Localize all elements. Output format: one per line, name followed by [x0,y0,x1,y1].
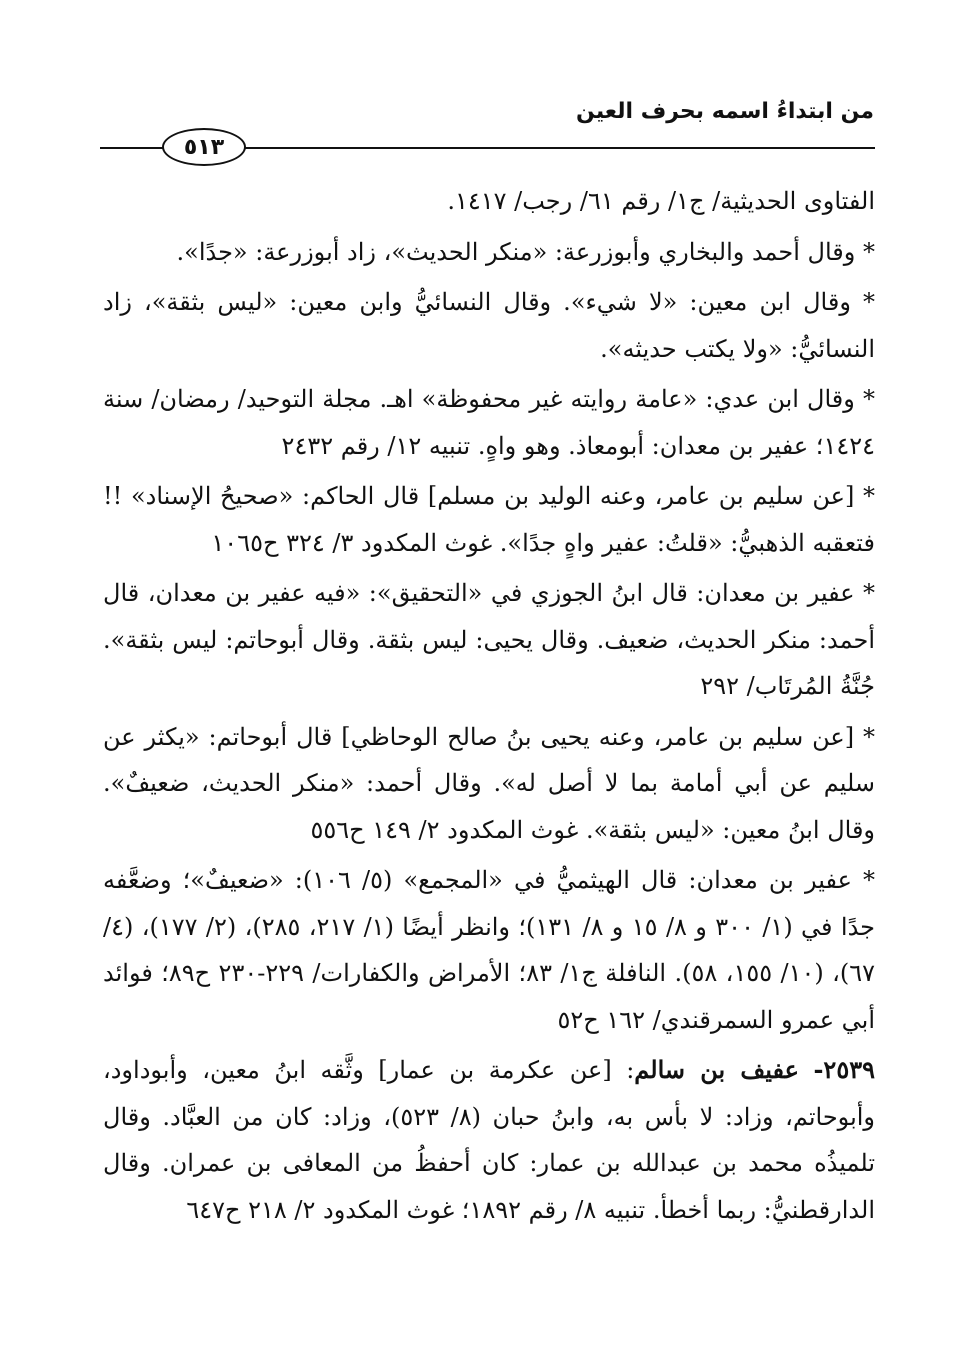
entry-number: ٢٥٣٩- [813,1055,875,1084]
paragraph: * وقال أحمد والبخاري وأبوزرعة: «منكر الحديث»، زاد أبوزرعة: «جدًا». [176,237,875,266]
paragraph: * [عن سليم بن عامر، وعنه الوليد بن مسلم] قال الحاكم: «صحيحُ الإسناد» !! فتعقبه الذهبيُّ: «قلتُ: عفير واهٍ جدًا». غوث المكدود ٣/ ٣٢٤ ح١٠٦٥ [103,482,875,557]
entry-text: : [عن عكرمة بن عمار] وثَّقه ابنُ معين، وأبوداود، وأبوحاتم، وزاد: لا بأس به، وابنُ حبان (٨/ ٥٢٣)، وزاد: كان من العبَّاد. وقال تلميذُه محمد بن عبدالله بن عمار: كان أحفظُ من المعافى بن عمران. وقال الدارقطنيُّ: ربما أخطأ. تنبيه ٨/ رقم ١٨٩٢؛ غوث المكدود ٢/ ٢١٨ ح٦٤٧ [103,1056,876,1224]
page-body [103,178,875,1237]
running-title: من ابتداءُ اسمه بحرف العين [576,99,874,124]
entry-name: عفيف بن سالم [634,1055,799,1084]
paragraph: * وقال ابن معين: «لا شيء». وقال النسائيُّ وابن معين: «ليس بثقة»، زاد النسائيُّ: «ولا يكتب حديثه». [103,288,875,363]
paragraph: * عفير بن معدان: قال الهيثميُّ في «المجمع» (٥/ ١٠٦): «ضعيفٌ»؛ وضعَّفه جدًا في (١/ ٣٠٠ و ٨/ ١٥ و ٨/ ١٣١)؛ وانظر أيضًا (١/ ٢١٧، ٢٨٥)، (٢/ ١٧٧)، (٤/ ٦٧)، (١٠/ ١٥٥، ٥٨). النافلة ج١/ ٨٣؛ الأمراض والكفارات/ ٢٢٩-٢٣٠ ح٨٩؛ فوائد أبي عمرو السمرقندي/ ١٦٢ ح٥٢ [103,866,876,1034]
page-number: ٥١٣ [162,128,246,166]
paragraph: * [عن سليم بن عامر، وعنه يحيى بنُ صالح الوحاظي] قال أبوحاتم: «يكثر عن سليم عن أبي أمامة بما لا أصل له». وقال أحمد: «منكر الحديث، ضعيفٌ». وقال ابنُ معين: «ليس بثقة». غوث المكدود ٢/ ١٤٩ ح٥٥٦ [103,722,875,844]
paragraph: * وقال ابن عدي: «عامة روايته غير محفوظة» اهـ. مجلة التوحيد/ رمضان/ سنة ١٤٢٤؛ عفير بن معدان: أبومعاذ. وهو واهٍ. تنبيه ١٢/ رقم ٢٤٣٢ [103,385,875,460]
paragraph: الفتاوى الحديثية/ ج١/ رقم ٦١/ رجب/ ١٤١٧. [447,187,875,215]
paragraph: * عفير بن معدان: قال ابنُ الجوزي في «التحقيق»: «فيه عفير بن معدان، قال أحمد: منكر الحديث، ضعيف. وقال يحيى: ليس بثقة. وقال أبوحاتم: ليس بثقة». جُنَّةُ المُرتَاب/ ٢٩٢ [103,579,875,700]
entry-paragraph [103,1047,875,1233]
